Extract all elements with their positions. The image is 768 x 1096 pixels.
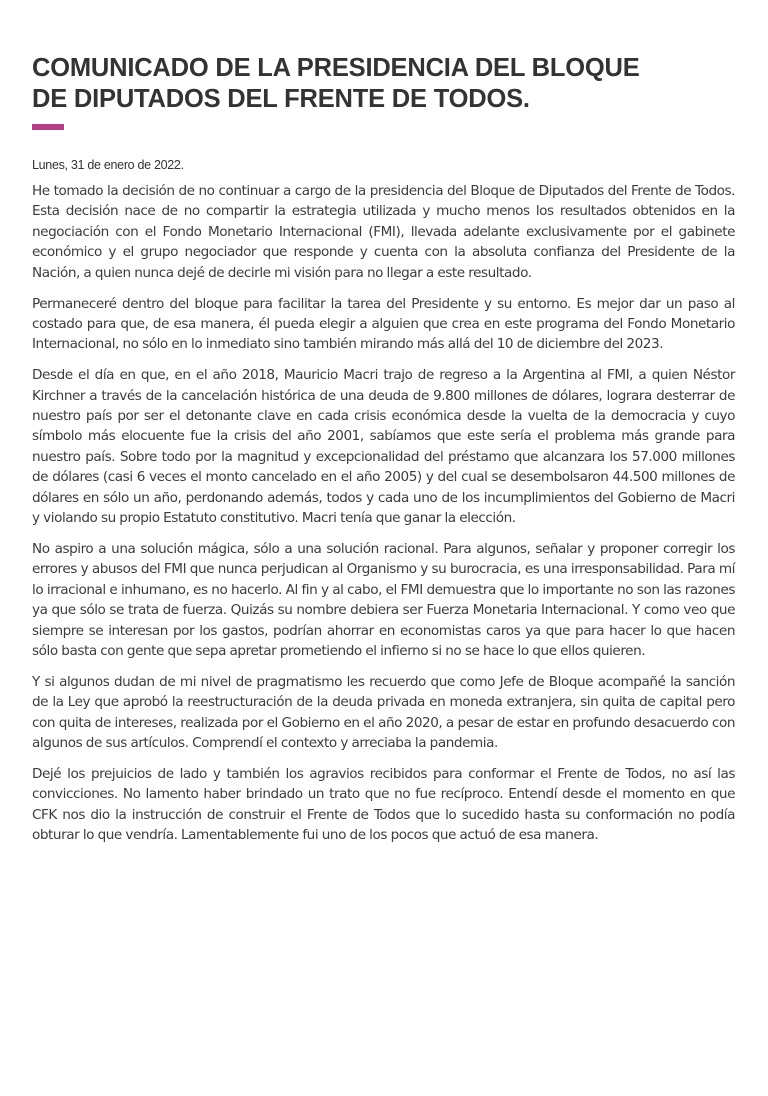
document-date: Lunes, 31 de enero de 2022. [32, 158, 184, 172]
paragraph-6: Dejé los prejuicios de lado y también los agravios recibidos para conformar el Frente de Todos, no así las convicciones. No lamento haber brindado un trato que no fue recíproco. Entendí desde el momento en que CFK nos dio la instrucción de construir el Frente de Todos que lo sucedido hasta su conformación no podía obturar lo que vendría. Lamentablemente fui uno de los pocos que actuó de esa manera. [32, 766, 735, 844]
title-line-1: COMUNICADO DE LA PRESIDENCIA DEL BLOQUE [32, 54, 640, 82]
document-title [32, 0, 735, 115]
document-body [32, 181, 735, 846]
paragraph-2: Permaneceré dentro del bloque para facilitar la tarea del Presidente y su entorno. Es mejor dar un paso al costado para que, de esa manera, él pueda elegir a alguien que crea en este programa del Fondo Monetario Internacional, no sólo en lo inmediato sino también mirando más allá del 10 de diciembre del 2023. [32, 295, 735, 353]
paragraph-5: Y si algunos dudan de mi nivel de pragmatismo les recuerdo que como Jefe de Bloque acompañé la sanción de la Ley que aprobó la reestructuración de la deuda privada en moneda extranjera, sin quita de capital pero con quita de intereses, realizada por el Gobierno en el año 2020, a pesar de estar en profundo desacuerdo con algunos de sus artículos. Comprendí el contexto y arreciaba la pandemia. [32, 673, 735, 752]
paragraph-3: Desde el día en que, en el año 2018, Mauricio Macri trajo de regreso a la Argentina al FMI, a quien Néstor Kirchner a través de la cancelación histórica de una deuda de 9.800 millones de dólares, lograra desterrar de nuestro país por ser el detonante clave en cada crisis económica desde la vuelta de la democracia y cuyo símbolo más elocuente fue la crisis del año 2001, sabíamos que este sería el problema más grande para nuestro país. Sobre todo por la magnitud y excepcionalidad del préstamo que alcanzara los 57.000 millones de dólares (casi 6 veces el monto cancelado en el año 2005) y del cual se desembolsaron 44.500 millones de dólares en sólo un año, perdonando además, todos y cada uno de los incumplimientos del Gobierno de Macri y violando su propio Estatuto constitutivo. Macri tenía que ganar la elección. [32, 367, 735, 527]
paragraph-1: He tomado la decisión de no continuar a cargo de la presidencia del Bloque de Diputados del Frente de Todos. Esta decisión nace de no compartir la estrategia utilizada y mucho menos los resultados obtenidos en la negociación con el Fondo Monetario Internacional (FMI), llevada adelante exclusivamente por el gabinete económico y el grupo negociador que responde y cuenta con la absoluta confianza del Presidente de la Nación, a quien nunca dejé de decirle mi visión para no llegar a este resultado. [32, 183, 735, 281]
accent-bar [32, 124, 64, 130]
title-line-2: DE DIPUTADOS DEL FRENTE DE TODOS. [32, 85, 530, 113]
paragraph-4: No aspiro a una solución mágica, sólo a una solución racional. Para algunos, señalar y proponer corregir los errores y abusos del FMI que nunca perjudican al Organismo y su burocracia, es una irresponsabilidad. Para mí lo irracional e inhumano, es no hacerlo. Al fin y al cabo, el FMI demuestra que lo importante no son las razones ya que sólo se trata de fuerza. Quizás su nombre debiera ser Fuerza Monetaria Internacional. Y como veo que siempre se interesan por los gastos, podrían ahorrar en economistas caros ya que para hacer lo que hacen sólo basta con gente que sepa apretar prometiendo el infierno si no se hace lo que ellos quieren. [32, 541, 735, 660]
